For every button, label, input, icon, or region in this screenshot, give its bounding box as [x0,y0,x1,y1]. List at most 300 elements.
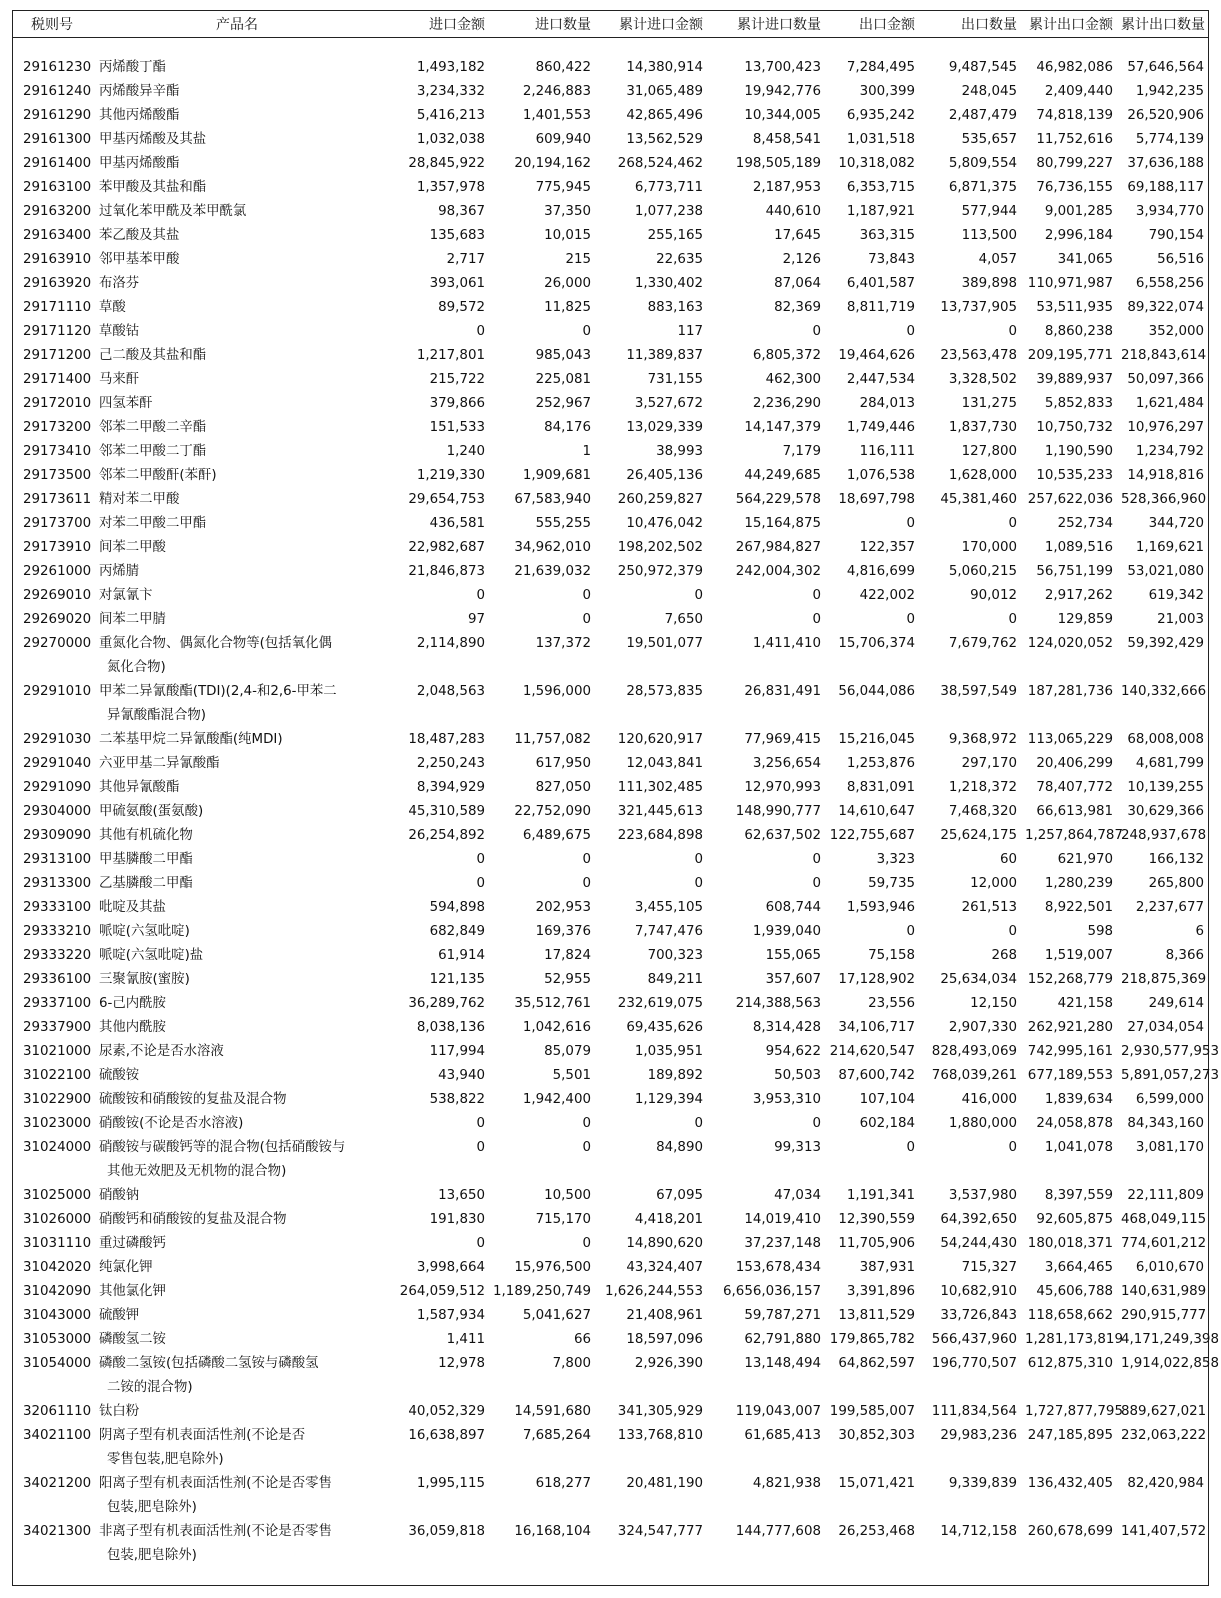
product-name [97,512,377,536]
value-cell: 1,281,173,819 [1025,1332,1123,1347]
value-cell: 218,843,614 [1121,348,1207,363]
value-cell: 215 [565,252,591,267]
value-cell: 1,628,000 [948,468,1017,483]
value-cell: 113,065,229 [1027,732,1113,747]
value-cell: 3,934,770 [1135,204,1204,219]
table-row [13,440,1208,464]
tariff-code: 29333210 [23,924,92,939]
table-row [13,776,1208,800]
value-cell: 3,527,672 [634,396,703,411]
product-name [97,368,377,392]
product-name-line: 布洛芬 [99,276,140,291]
tariff-code: 29333220 [23,948,92,963]
table-row [13,992,1208,1016]
value-cell: 10,318,082 [838,156,915,171]
value-cell: 6,656,036,157 [723,1284,821,1299]
value-cell: 4,171,249,398 [1121,1332,1219,1347]
table-row [13,944,1208,968]
value-cell: 52,955 [544,972,591,987]
value-cell: 0 [906,612,915,627]
table-row [13,344,1208,368]
value-cell: 0 [476,852,485,867]
table-row [13,248,1208,272]
value-cell: 1,077,238 [634,204,703,219]
product-name-line: 邻甲基苯甲酸 [99,252,180,267]
value-cell: 59,392,429 [1127,636,1204,651]
value-cell: 107,104 [859,1092,915,1107]
value-cell: 247,185,895 [1027,1428,1113,1443]
product-name-line: 对苯二甲酸二甲酯 [99,516,207,531]
value-cell: 53,021,080 [1127,564,1204,579]
product-name [97,464,377,488]
value-cell: 29,983,236 [940,1428,1017,1443]
value-cell: 6,871,375 [948,180,1017,195]
value-cell: 12,978 [438,1356,485,1371]
tariff-code: 31043000 [23,1308,92,1323]
value-cell: 26,405,136 [626,468,703,483]
value-cell: 363,315 [859,228,915,243]
product-name-line: 硫酸铵 [99,1068,140,1083]
value-cell: 13,737,905 [940,300,1017,315]
value-cell: 421,158 [1057,996,1113,1011]
product-name-line: 过氧化苯甲酰及苯甲酰氯 [99,204,247,219]
value-cell: 53,511,935 [1036,300,1113,315]
tariff-code: 32061110 [23,1404,92,1419]
value-cell: 1,880,000 [948,1116,1017,1131]
value-cell: 682,849 [429,924,485,939]
value-cell: 74,818,139 [1036,108,1113,123]
value-cell: 1,839,634 [1044,1092,1113,1107]
value-cell: 28,845,922 [408,156,485,171]
tariff-code: 34021200 [23,1476,92,1491]
value-cell: 1,995,115 [416,1476,485,1491]
value-cell: 17,128,902 [838,972,915,987]
product-name [97,1424,377,1472]
value-cell: 13,700,423 [744,60,821,75]
tariff-code: 29291090 [23,780,92,795]
product-name-line: 对氯氰卞 [99,588,153,603]
value-cell: 54,244,430 [940,1236,1017,1251]
value-cell: 6,401,587 [846,276,915,291]
value-cell: 3,455,105 [634,900,703,915]
product-name-line: 丙烯腈 [99,564,140,579]
value-cell: 21,003 [1157,612,1204,627]
value-cell: 85,079 [544,1044,591,1059]
product-name-line: 乙基膦酸二甲酯 [99,876,193,891]
table-row [13,680,1208,728]
value-cell: 75,158 [868,948,915,963]
value-cell: 700,323 [647,948,703,963]
value-cell: 9,487,545 [948,60,1017,75]
value-cell: 7,468,320 [948,804,1017,819]
value-cell: 344,720 [1148,516,1204,531]
value-cell: 15,976,500 [514,1260,591,1275]
tariff-code: 29171120 [23,324,92,339]
value-cell: 0 [812,612,821,627]
product-name-continuation: 异氰酸酯混合物) [107,708,206,723]
value-cell: 1,031,518 [846,132,915,147]
value-cell: 121,135 [429,972,485,987]
value-cell: 11,757,082 [514,732,591,747]
value-cell: 21,408,961 [626,1308,703,1323]
value-cell: 324,547,777 [617,1524,703,1539]
product-name [97,728,377,752]
table-row [13,1040,1208,1064]
value-cell: 133,768,810 [617,1428,703,1443]
value-cell: 255,165 [647,228,703,243]
product-name-continuation: 二铵的混合物) [107,1380,193,1395]
table-row [13,896,1208,920]
value-cell: 248,045 [961,84,1017,99]
tariff-code: 29173700 [23,516,92,531]
product-name [97,272,377,296]
table-row [13,296,1208,320]
value-cell: 4,418,201 [634,1212,703,1227]
value-cell: 7,650 [664,612,703,627]
value-cell: 26,253,468 [838,1524,915,1539]
value-cell: 0 [582,876,591,891]
tariff-code: 29161290 [23,108,92,123]
value-cell: 352,000 [1148,324,1204,339]
value-cell: 252,967 [535,396,591,411]
value-cell: 0 [476,1236,485,1251]
value-cell: 82,369 [774,300,821,315]
value-cell: 860,422 [535,60,591,75]
tariff-code: 31022100 [23,1068,92,1083]
value-cell: 218,875,369 [1121,972,1207,987]
value-cell: 118,658,662 [1027,1308,1113,1323]
value-cell: 223,684,898 [617,828,703,843]
tariff-code: 31023000 [23,1116,92,1131]
value-cell: 4,057 [978,252,1017,267]
value-cell: 64,862,597 [838,1356,915,1371]
value-cell: 144,777,608 [735,1524,821,1539]
value-cell: 0 [812,324,821,339]
value-cell: 0 [476,1140,485,1155]
value-cell: 7,800 [552,1356,591,1371]
value-cell: 0 [694,852,703,867]
value-cell: 36,059,818 [408,1524,485,1539]
table-row [13,872,1208,896]
value-cell: 8,831,091 [846,780,915,795]
value-cell: 31,065,489 [626,84,703,99]
table-header-row [13,11,1208,38]
table-row [13,1016,1208,1040]
value-cell: 13,650 [438,1188,485,1203]
value-cell: 0 [582,612,591,627]
value-cell: 56,751,199 [1036,564,1113,579]
table-row [13,320,1208,344]
value-cell: 242,004,302 [735,564,821,579]
tariff-code: 29269020 [23,612,92,627]
product-name-line: 精对苯二甲酸 [99,492,180,507]
value-cell: 0 [476,588,485,603]
value-cell: 2,236,290 [752,396,821,411]
product-name [97,1400,377,1424]
value-cell: 24,058,878 [1036,1116,1113,1131]
value-cell: 14,147,379 [744,420,821,435]
value-cell: 1,218,372 [948,780,1017,795]
value-cell: 82,420,984 [1127,1476,1204,1491]
value-cell: 1,909,681 [522,468,591,483]
value-cell: 268 [991,948,1017,963]
value-cell: 0 [582,324,591,339]
value-cell: 170,000 [961,540,1017,555]
value-cell: 268,524,462 [617,156,703,171]
value-cell: 43,940 [438,1068,485,1083]
tariff-code: 29173611 [23,492,92,507]
value-cell: 7,679,762 [948,636,1017,651]
product-name-line: 邻苯二甲酸二丁酯 [99,444,207,459]
product-name [97,1184,377,1208]
product-name-line: 阳离子型有机表面活性剂(不论是否零售 [99,1476,332,1491]
table-row [13,200,1208,224]
value-cell: 1,621,484 [1135,396,1204,411]
value-cell: 3,328,502 [948,372,1017,387]
value-cell: 34,962,010 [514,540,591,555]
product-name-continuation: 包装,肥皂除外) [107,1500,197,1515]
product-name [97,104,377,128]
value-cell: 39,889,937 [1036,372,1113,387]
value-cell: 12,390,559 [838,1212,915,1227]
product-name-line: 间苯二甲酸 [99,540,166,555]
product-name-line: 三聚氰胺(蜜胺) [99,972,190,987]
value-cell: 10,344,005 [744,108,821,123]
product-name-line: 硝酸铵与碳酸钙等的混合物(包括硝酸铵与 [99,1140,346,1155]
value-cell: 0 [906,1140,915,1155]
tariff-code: 31021000 [23,1044,92,1059]
product-name-continuation: 包装,肥皂除外) [107,1548,197,1563]
product-name-line: 苯甲酸及其盐和酯 [99,180,207,195]
tariff-code: 29313100 [23,852,92,867]
value-cell: 2,907,330 [948,1020,1017,1035]
product-name [97,1232,377,1256]
tariff-code: 29173910 [23,540,92,555]
value-cell: 12,970,993 [744,780,821,795]
product-name [97,176,377,200]
trade-table-frame [12,10,1219,1586]
value-cell: 187,281,736 [1027,684,1113,699]
column-header: 进口数量 [489,11,595,38]
value-cell: 14,610,647 [838,804,915,819]
product-name-line: 己二酸及其盐和酯 [99,348,207,363]
product-name [97,944,377,968]
product-name-line: 邻苯二甲酸酐(苯酐) [99,468,217,483]
value-cell: 3,998,664 [416,1260,485,1275]
product-name-continuation: 零售包装,肥皂除外) [107,1452,224,1467]
value-cell: 153,678,434 [735,1260,821,1275]
product-name [97,800,377,824]
value-cell: 0 [582,1140,591,1155]
product-name [97,1256,377,1280]
value-cell: 1,089,516 [1044,540,1113,555]
value-cell: 260,259,827 [617,492,703,507]
value-cell: 38,993 [656,444,703,459]
value-cell: 2,487,479 [948,108,1017,123]
value-cell: 45,606,788 [1036,1284,1113,1299]
tariff-code: 31025000 [23,1188,92,1203]
value-cell: 14,380,914 [626,60,703,75]
product-name-line: 六亚甲基二异氰酸酯 [99,756,220,771]
value-cell: 18,487,283 [408,732,485,747]
value-cell: 300,399 [859,84,915,99]
product-name-line: 硫酸钾 [99,1308,140,1323]
table-row [13,1136,1208,1184]
value-cell: 609,940 [535,132,591,147]
value-cell: 3,081,170 [1135,1140,1204,1155]
value-cell: 8,314,428 [752,1020,821,1035]
value-cell: 0 [812,876,821,891]
product-name [97,248,377,272]
value-cell: 37,636,188 [1127,156,1204,171]
value-cell: 57,646,564 [1127,60,1204,75]
product-name [97,752,377,776]
value-cell: 215,722 [429,372,485,387]
value-cell: 248,937,678 [1121,828,1207,843]
value-cell: 56,516 [1157,252,1204,267]
value-cell: 621,970 [1057,852,1113,867]
value-cell: 87,064 [774,276,821,291]
value-cell: 5,852,833 [1044,396,1113,411]
value-cell: 90,012 [970,588,1017,603]
value-cell: 61,914 [438,948,485,963]
table-row [13,1352,1208,1400]
value-cell: 120,620,917 [617,732,703,747]
value-cell: 528,366,960 [1121,492,1207,507]
column-header: 进口金额 [377,11,489,38]
value-cell: 69,435,626 [626,1020,703,1035]
value-cell: 19,501,077 [626,636,703,651]
value-cell: 1,190,590 [1044,444,1113,459]
value-cell: 179,865,782 [829,1332,915,1347]
table-row [13,1304,1208,1328]
product-name [97,992,377,1016]
value-cell: 416,000 [961,1092,1017,1107]
product-name-line: 非离子型有机表面活性剂(不论是否零售 [99,1524,332,1539]
value-cell: 0 [812,1116,821,1131]
value-cell: 50,503 [774,1068,821,1083]
table-row [13,152,1208,176]
value-cell: 257,622,036 [1027,492,1113,507]
product-name [97,1088,377,1112]
product-name [97,1208,377,1232]
value-cell: 40,052,329 [408,1404,485,1419]
value-cell: 2,926,390 [634,1356,703,1371]
product-name-line: 丙烯酸异辛酯 [99,84,180,99]
column-header: 累计出口数量 [1117,11,1208,38]
value-cell: 0 [476,324,485,339]
product-name-line: 其他有机硫化物 [99,828,193,843]
value-cell: 11,705,906 [838,1236,915,1251]
product-name [97,152,377,176]
value-cell: 1,596,000 [522,684,591,699]
table-row [13,632,1208,680]
value-cell: 1,041,078 [1044,1140,1113,1155]
tariff-code: 29173500 [23,468,92,483]
value-cell: 1,169,621 [1135,540,1204,555]
value-cell: 0 [1008,612,1017,627]
value-cell: 129,859 [1057,612,1113,627]
table-row [13,56,1208,80]
value-cell: 6,489,675 [522,828,591,843]
value-cell: 1,493,182 [416,60,485,75]
value-cell: 11,752,616 [1036,132,1113,147]
value-cell: 15,164,875 [744,516,821,531]
value-cell: 0 [906,516,915,531]
value-cell: 122,357 [859,540,915,555]
value-cell: 1,727,877,795 [1025,1404,1123,1419]
value-cell: 21,639,032 [514,564,591,579]
value-cell: 12,150 [970,996,1017,1011]
value-cell: 151,533 [429,420,485,435]
value-cell: 1,357,978 [416,180,485,195]
value-cell: 214,388,563 [735,996,821,1011]
product-name-line: 重氮化合物、偶氮化合物等(包括氧化偶 [99,636,332,651]
value-cell: 22,982,687 [408,540,485,555]
value-cell: 47,034 [774,1188,821,1203]
value-cell: 1,593,946 [846,900,915,915]
product-name-line: 马来酐 [99,372,140,387]
value-cell: 7,284,495 [846,60,915,75]
value-cell: 6,010,670 [1135,1260,1204,1275]
product-name-line: 苯乙酸及其盐 [99,228,180,243]
value-cell: 8,811,719 [846,300,915,315]
value-cell: 10,535,233 [1036,468,1113,483]
value-cell: 440,610 [765,204,821,219]
product-name-line: 二苯基甲烷二异氰酸酯(纯MDI) [99,732,283,747]
value-cell: 4,681,799 [1135,756,1204,771]
value-cell: 8,366 [1165,948,1204,963]
value-cell: 11,389,837 [626,348,703,363]
value-cell: 577,944 [961,204,1017,219]
tariff-code: 29173410 [23,444,92,459]
product-name [97,896,377,920]
value-cell: 5,501 [552,1068,591,1083]
product-name-line: 甲苯二异氰酸酯(TDI)(2,4-和2,6-甲苯二 [99,684,337,699]
tariff-code: 31042020 [23,1260,92,1275]
value-cell: 1,519,007 [1044,948,1113,963]
value-cell: 5,809,554 [948,156,1017,171]
value-cell: 468,049,115 [1121,1212,1207,1227]
value-cell: 166,132 [1148,852,1204,867]
product-name-line: 重过磷酸钙 [99,1236,166,1251]
value-cell: 7,747,476 [634,924,703,939]
value-cell: 3,234,332 [416,84,485,99]
value-cell: 267,984,827 [735,540,821,555]
product-name [97,224,377,248]
table-row [13,728,1208,752]
table-row [13,1184,1208,1208]
value-cell: 23,563,478 [940,348,1017,363]
value-cell: 1,076,538 [846,468,915,483]
value-cell: 26,000 [544,276,591,291]
value-cell: 393,061 [429,276,485,291]
value-cell: 10,476,042 [626,516,703,531]
table-row [13,392,1208,416]
value-cell: 264,059,512 [399,1284,485,1299]
value-cell: 827,050 [535,780,591,795]
value-cell: 1,626,244,553 [605,1284,703,1299]
value-cell: 35,512,761 [514,996,591,1011]
tariff-code: 29163100 [23,180,92,195]
table-row [13,920,1208,944]
product-name-line: 四氢苯酐 [99,396,153,411]
value-cell: 2,717 [446,252,485,267]
value-cell: 731,155 [647,372,703,387]
value-cell: 608,744 [765,900,821,915]
value-cell: 20,194,162 [514,156,591,171]
product-name [97,1304,377,1328]
